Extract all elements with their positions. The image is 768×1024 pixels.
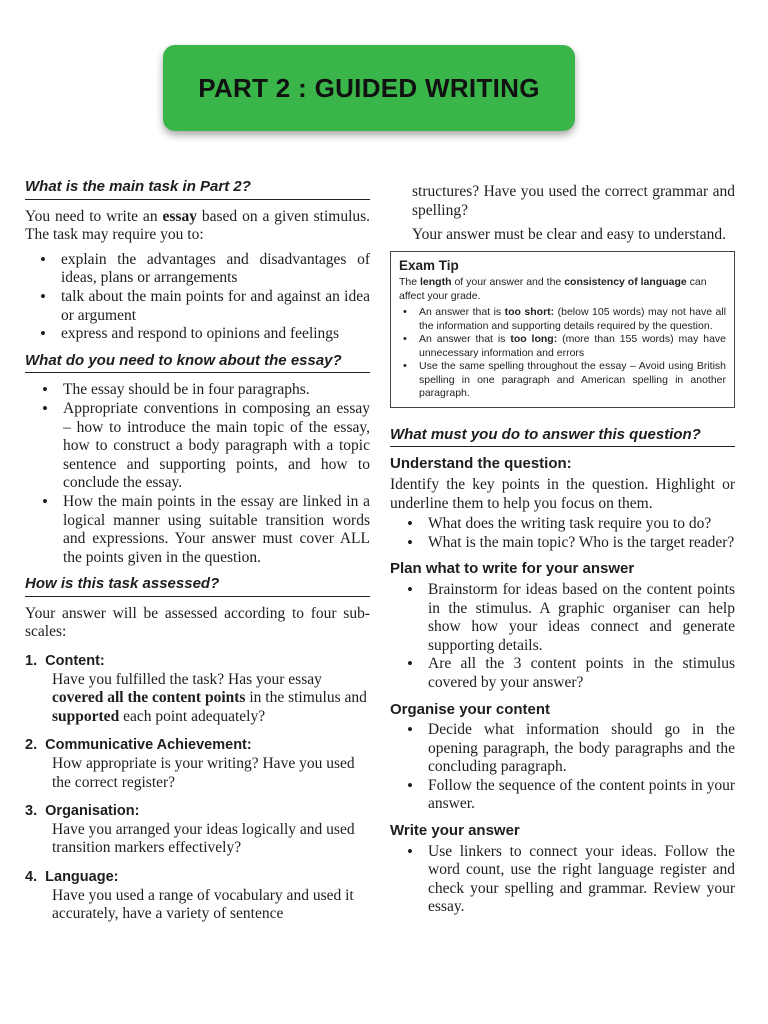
section-list: [390, 515, 735, 552]
main-task-intro: [25, 208, 370, 245]
criterion-title: 2. Communicative Achievement:: [25, 737, 252, 754]
section-title: Understand the question:: [390, 455, 572, 473]
list-item: • Follow the sequence of the content points in your answer.: [428, 777, 735, 814]
essay-heading: What do you need to know about the essay?: [25, 352, 370, 374]
exam-tip-title: Exam Tip: [399, 257, 459, 273]
exam-tip-list: [399, 306, 726, 401]
list-item: • Use the same spelling throughout the essay – Avoid using British spelling in one paragraph and American spelling in another paragraph.: [419, 360, 726, 401]
criterion-communicative: [25, 736, 370, 792]
exam-tip-box: [390, 251, 735, 408]
section-list: [390, 581, 735, 693]
title-banner: [163, 45, 575, 131]
criterion-body: Have you arranged your ideas logically and used transition markers effectively?: [52, 820, 355, 857]
essay-list: [25, 381, 370, 567]
intro-text: You need to write an: [25, 207, 158, 225]
criterion-language: [25, 868, 370, 924]
section-list: [390, 843, 735, 917]
criterion-content: [25, 652, 370, 726]
list-item: • How the main points in the essay are linked in a logical manner using suitable transition words and expressions. Your answer must cover ALL the points given in the question.: [63, 493, 370, 567]
section-list: [390, 721, 735, 814]
list-item: • explain the advantages and disadvantages of ideas, plans or arrangements: [61, 251, 370, 288]
main-task-list: [25, 251, 370, 344]
criterion-title: 3. Organisation:: [25, 803, 140, 820]
section-title: Plan what to write for your answer: [390, 560, 635, 578]
section-title: Organise your content: [390, 700, 551, 718]
clear-answer-text: Your answer must be clear and easy to understand.: [412, 226, 726, 244]
list-item: • Appropriate conventions in composing an essay – how to introduce the main topic of the essay, how to construct a body paragraph with a topic sentence and supporting points, and how to conclude the essay.: [63, 400, 370, 493]
list-item: • An answer that is too short: (below 105 words) may not have all the information and supporting details required by the question.: [419, 306, 726, 333]
intro-text: based on a given stimulus. The task may require you to:: [25, 207, 371, 244]
assessed-heading: How is this task assessed?: [25, 575, 370, 597]
continuation-text: structures? Have you used the correct grammar and spelling?: [412, 183, 735, 219]
list-item: • Are all the 3 content points in the stimulus covered by your answer?: [428, 655, 735, 692]
assessed-intro: Your answer will be assessed according to four sub-scales:: [25, 604, 370, 641]
right-column: [390, 183, 735, 925]
criterion-body: Have you used a range of vocabulary and used it accurately, have a variety of sentence: [52, 886, 354, 923]
list-item: • Use linkers to connect your ideas. Follow the word count, use the right language register and check your spelling and grammar. Review your essay.: [428, 843, 735, 917]
section-title: Write your answer: [390, 822, 520, 840]
answer-section: [390, 560, 735, 692]
main-task-heading: What is the main task in Part 2?: [25, 178, 370, 200]
list-item: • talk about the main points for and against an idea or argument: [61, 288, 370, 325]
page-title: PART 2 : GUIDED WRITING: [198, 72, 540, 103]
criterion-organisation: [25, 802, 370, 858]
answer-heading: What must you do to answer this question?: [390, 426, 735, 448]
list-item: • An answer that is too long: (more than 155 words) may have unnecessary information and errors: [419, 333, 726, 360]
answer-section: [390, 822, 735, 917]
criterion-body: How appropriate is your writing? Have you used the correct register?: [52, 755, 355, 791]
list-item: • What is the main topic? Who is the target reader?: [428, 534, 735, 553]
answer-section: [390, 701, 735, 815]
exam-tip-intro: The length of your answer and the consistency of language can affect your grade.: [399, 276, 707, 302]
list-item: • What does the writing task require you to do?: [428, 515, 735, 534]
left-column: [25, 178, 370, 934]
list-item: • Brainstorm for ideas based on the content points in the stimulus. A graphic organiser can help show how your ideas connect and generate supporting details.: [428, 581, 735, 655]
list-item: • express and respond to opinions and feelings: [61, 325, 370, 344]
list-item: • The essay should be in four paragraphs.: [63, 381, 370, 400]
intro-bold: essay: [162, 207, 197, 225]
list-item: • Decide what information should go in the opening paragraph, the body paragraphs and the concluding paragraph.: [428, 721, 735, 777]
answer-section: [390, 455, 735, 552]
criterion-title: 4. Language:: [25, 869, 119, 885]
criterion-title: 1. Content:: [25, 653, 105, 670]
section-text: Identify the key points in the question. Highlight or underline them to help you focus on them.: [390, 475, 735, 512]
criterion-body: Have you fulfilled the task? Has your essay covered all the content points in the stimulus and supported each point adequately?: [52, 670, 367, 725]
